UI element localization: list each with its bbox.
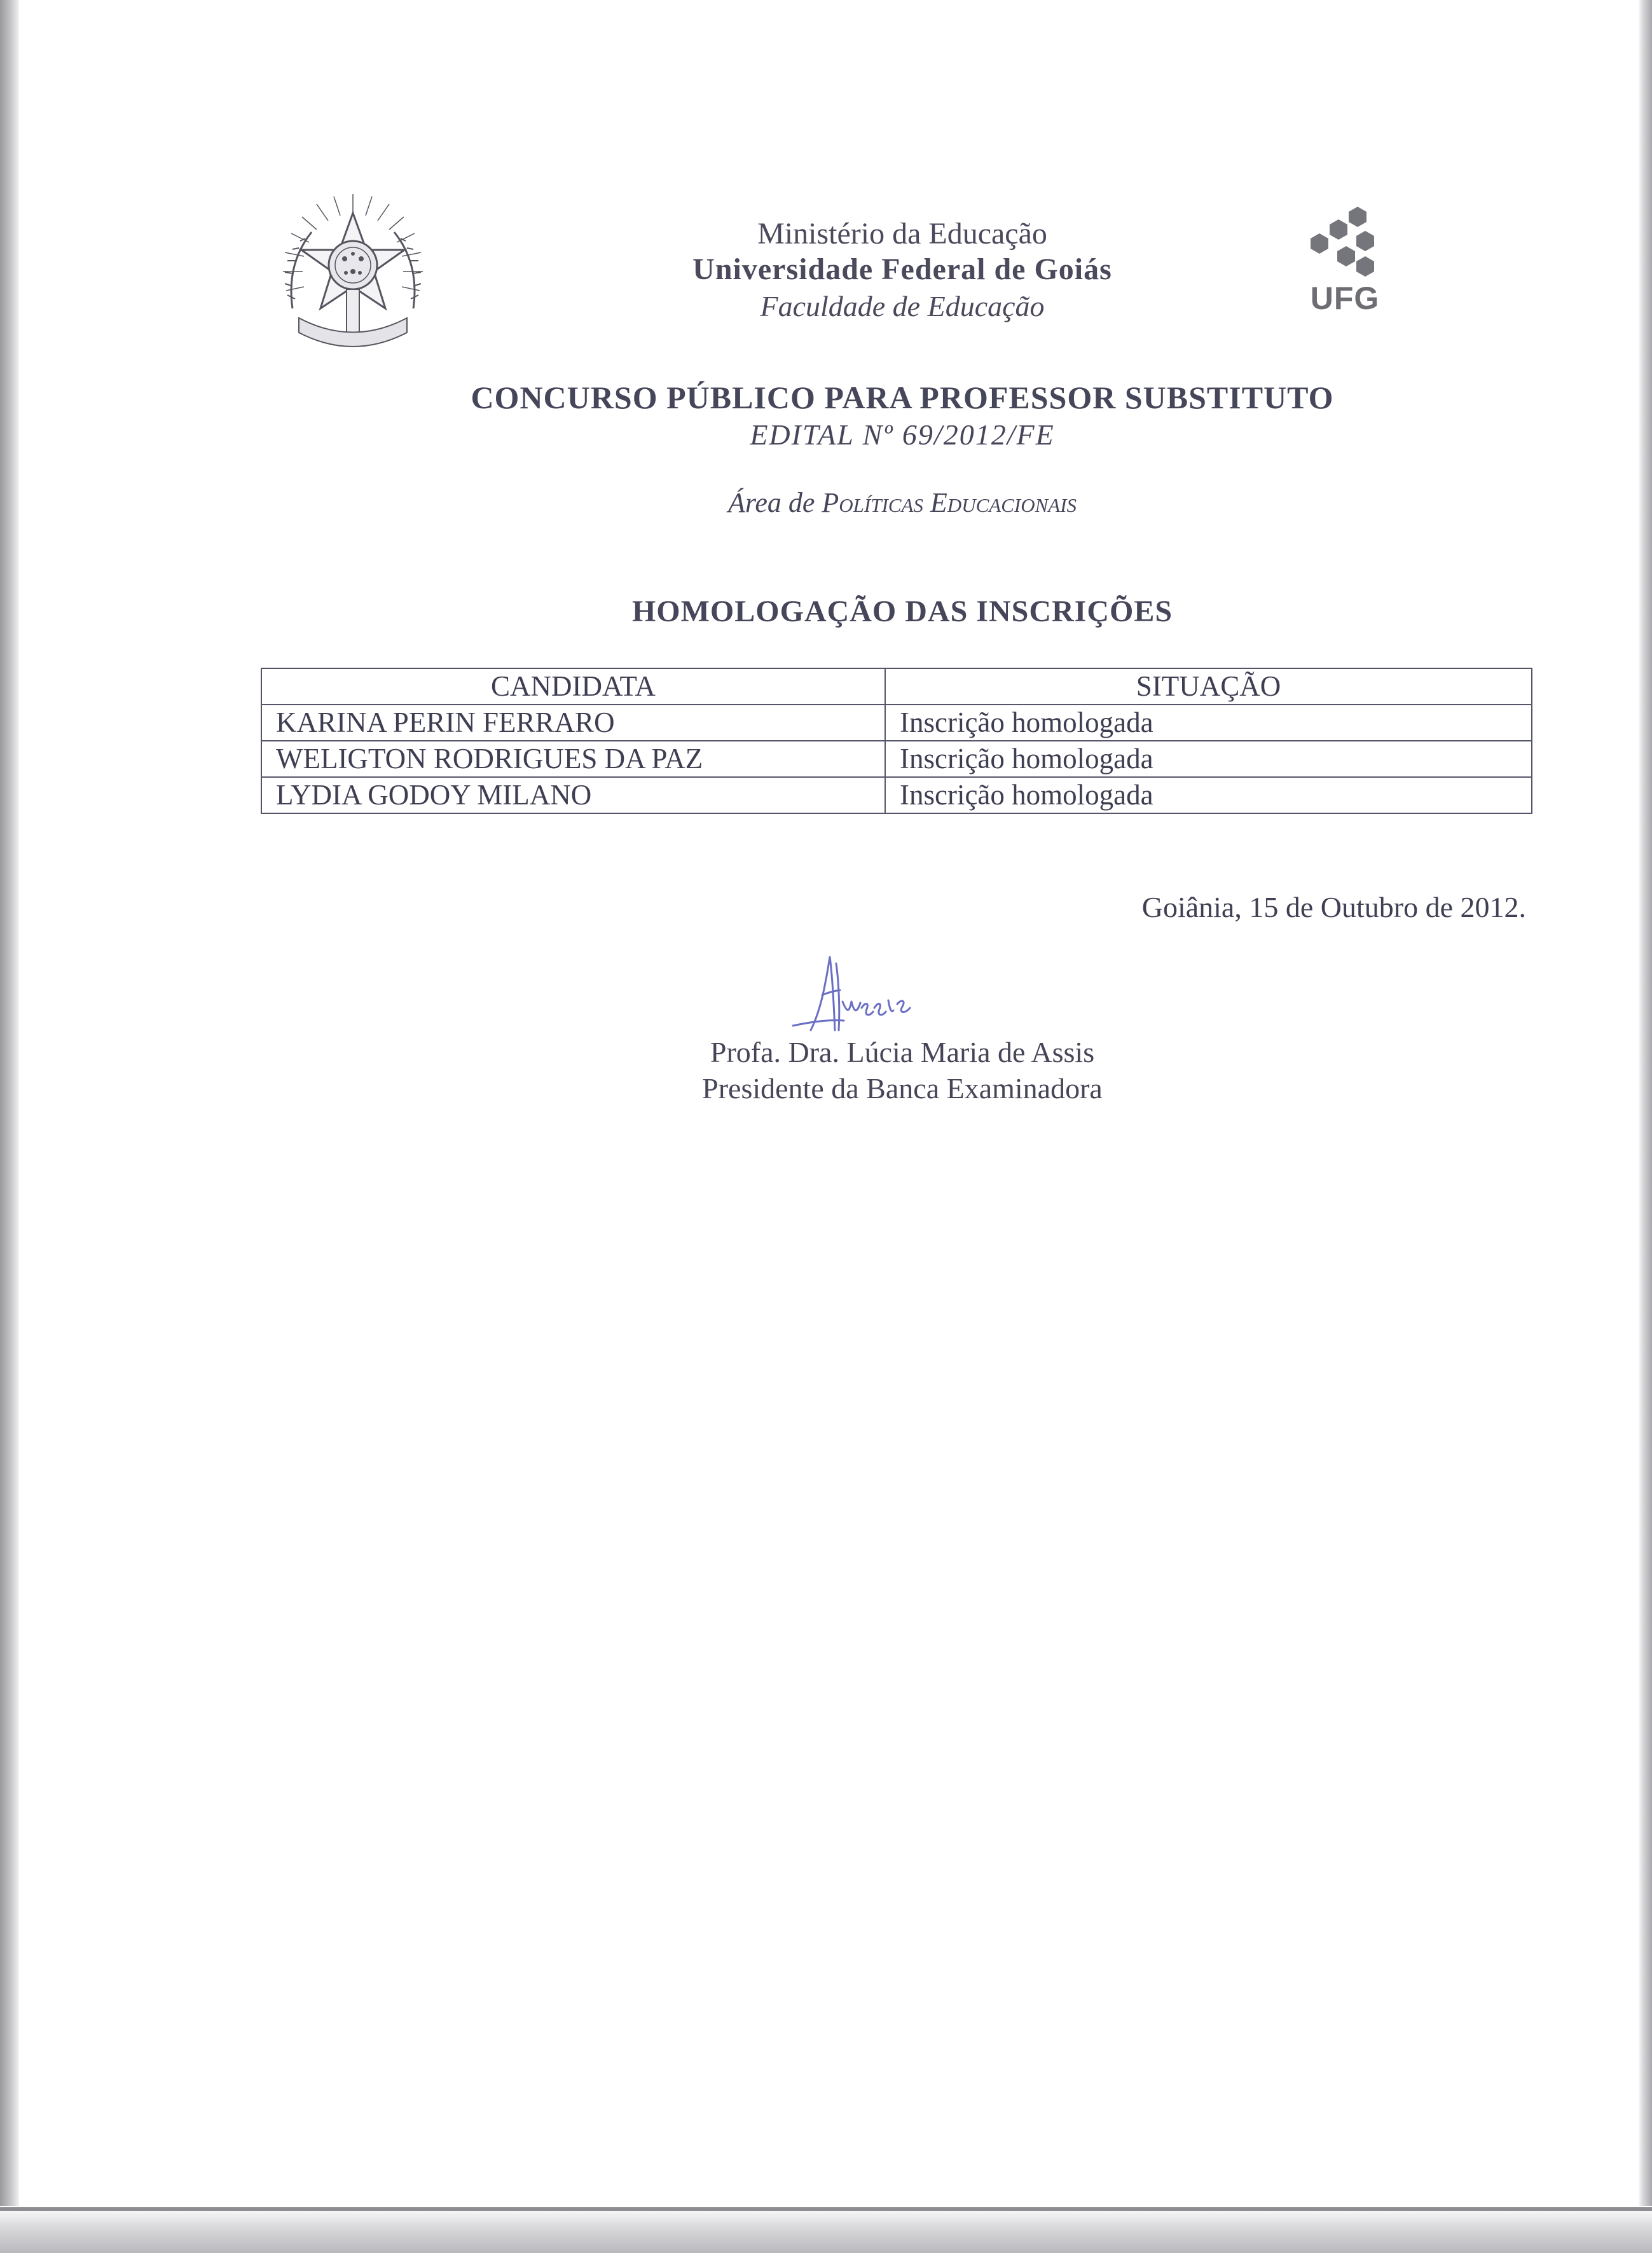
area-line xyxy=(76,486,1652,519)
signatory-name: Profa. Dra. Lúcia Maria de Assis xyxy=(710,1036,1095,1068)
header-faculty: Faculdade de Educação xyxy=(760,290,1045,322)
table-row xyxy=(261,741,1532,777)
candidate-name: LYDIA GODOY MILANO xyxy=(261,777,885,813)
scan-edge-bottom xyxy=(0,2206,1652,2253)
handwritten-signature xyxy=(785,951,944,1040)
table-row xyxy=(261,705,1532,741)
candidate-name: KARINA PERIN FERRARO xyxy=(261,705,885,741)
candidate-status: Inscrição homologada xyxy=(885,741,1532,777)
scan-edge-line xyxy=(0,2207,1652,2211)
document-title: CONCURSO PÚBLICO PARA PROFESSOR SUBSTITUTO xyxy=(471,380,1334,415)
table-header-row xyxy=(261,668,1532,705)
area-name: Políticas Educacionais xyxy=(822,487,1077,518)
table-row xyxy=(261,777,1532,813)
ufg-logo-text: UFG xyxy=(1310,280,1380,316)
date-line: Goiânia, 15 de Outubro de 2012. xyxy=(1141,891,1526,923)
column-header-status: SITUAÇÃO xyxy=(885,668,1532,705)
column-header-candidate: CANDIDATA xyxy=(261,668,885,705)
scan-edge-right xyxy=(1638,0,1652,2253)
section-heading: HOMOLOGAÇÃO DAS INSCRIÇÕES xyxy=(631,595,1173,628)
candidates-table xyxy=(261,668,1532,814)
candidate-status: Inscrição homologada xyxy=(885,705,1532,741)
candidate-status: Inscrição homologada xyxy=(885,777,1532,813)
header-ministry: Ministério da Educação xyxy=(757,217,1047,251)
area-prefix: Área de xyxy=(727,487,815,518)
edital-number: EDITAL Nº 69/2012/FE xyxy=(750,418,1055,451)
signatory-role: Presidente da Banca Examinadora xyxy=(702,1072,1103,1105)
candidate-name: WELIGTON RODRIGUES DA PAZ xyxy=(261,741,885,777)
scan-edge-left xyxy=(0,0,19,2253)
header-university: Universidade Federal de Goiás xyxy=(692,252,1112,286)
